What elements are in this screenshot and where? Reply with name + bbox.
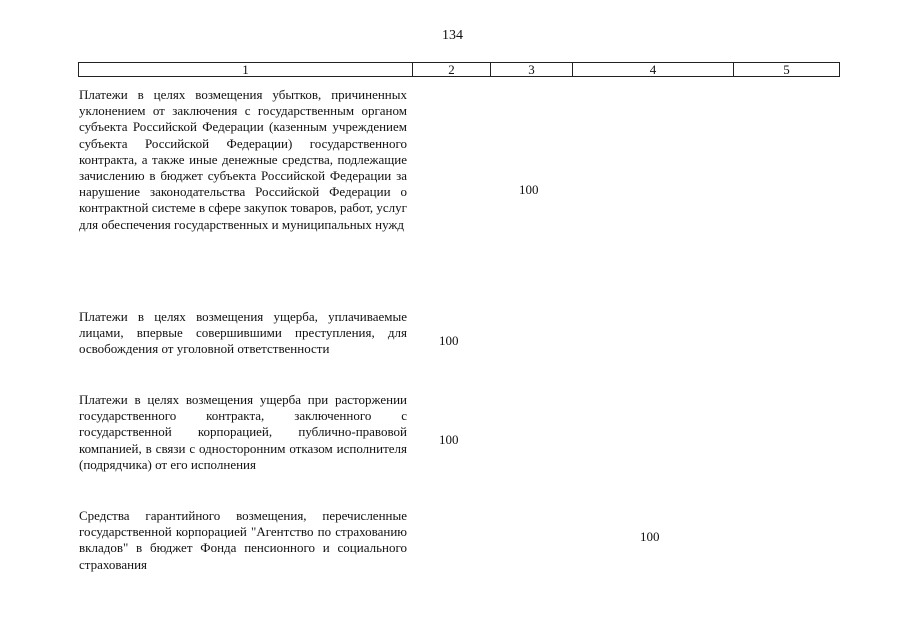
column-header-3: 3: [491, 63, 573, 76]
table-row-description: Средства гарантийного возмещения, перечисленные государственной корпорацией "Агентство по страхованию вкладов" в бюджет Фонда пенсионного и социального страхования: [79, 508, 407, 572]
column-header-2: 2: [413, 63, 491, 76]
column-header-1: 1: [79, 63, 413, 76]
column-header-4: 4: [573, 63, 734, 76]
table-row-description: Платежи в целях возмещения ущерба, уплачиваемые лицами, впервые совершившими преступления, для освобождения от уголовной ответственности: [79, 309, 407, 357]
table-row-value: 100: [519, 182, 539, 197]
column-header-5: 5: [783, 62, 790, 77]
table-row-description: Платежи в целях возмещения убытков, причиненных уклонением от заключения с государственным органом субъекта Российской Федерации (казенным учреждением субъекта Российской Федерации) государственного контракта, а также иные денежные средства, подлежащие зачислению в бюджет субъекта Российской Федерации за нарушение законодательства Российской Федерации о контрактной системе в сфере закупок товаров, работ, услуг для обеспечения государственных и муниципальных нужд: [79, 87, 407, 232]
table-row-value: 100: [439, 333, 459, 348]
table-header-row: [78, 62, 840, 77]
page-number: 134: [442, 28, 463, 43]
table-row-value: 100: [439, 432, 459, 447]
table-row-value: 100: [640, 529, 660, 544]
table-row-description: Платежи в целях возмещения ущерба при расторжении государственного контракта, заключенного с государственной корпорацией, публично-правовой компанией, в связи с односторонним отказом исполнителя (подрядчика) от его исполнения: [79, 392, 407, 472]
